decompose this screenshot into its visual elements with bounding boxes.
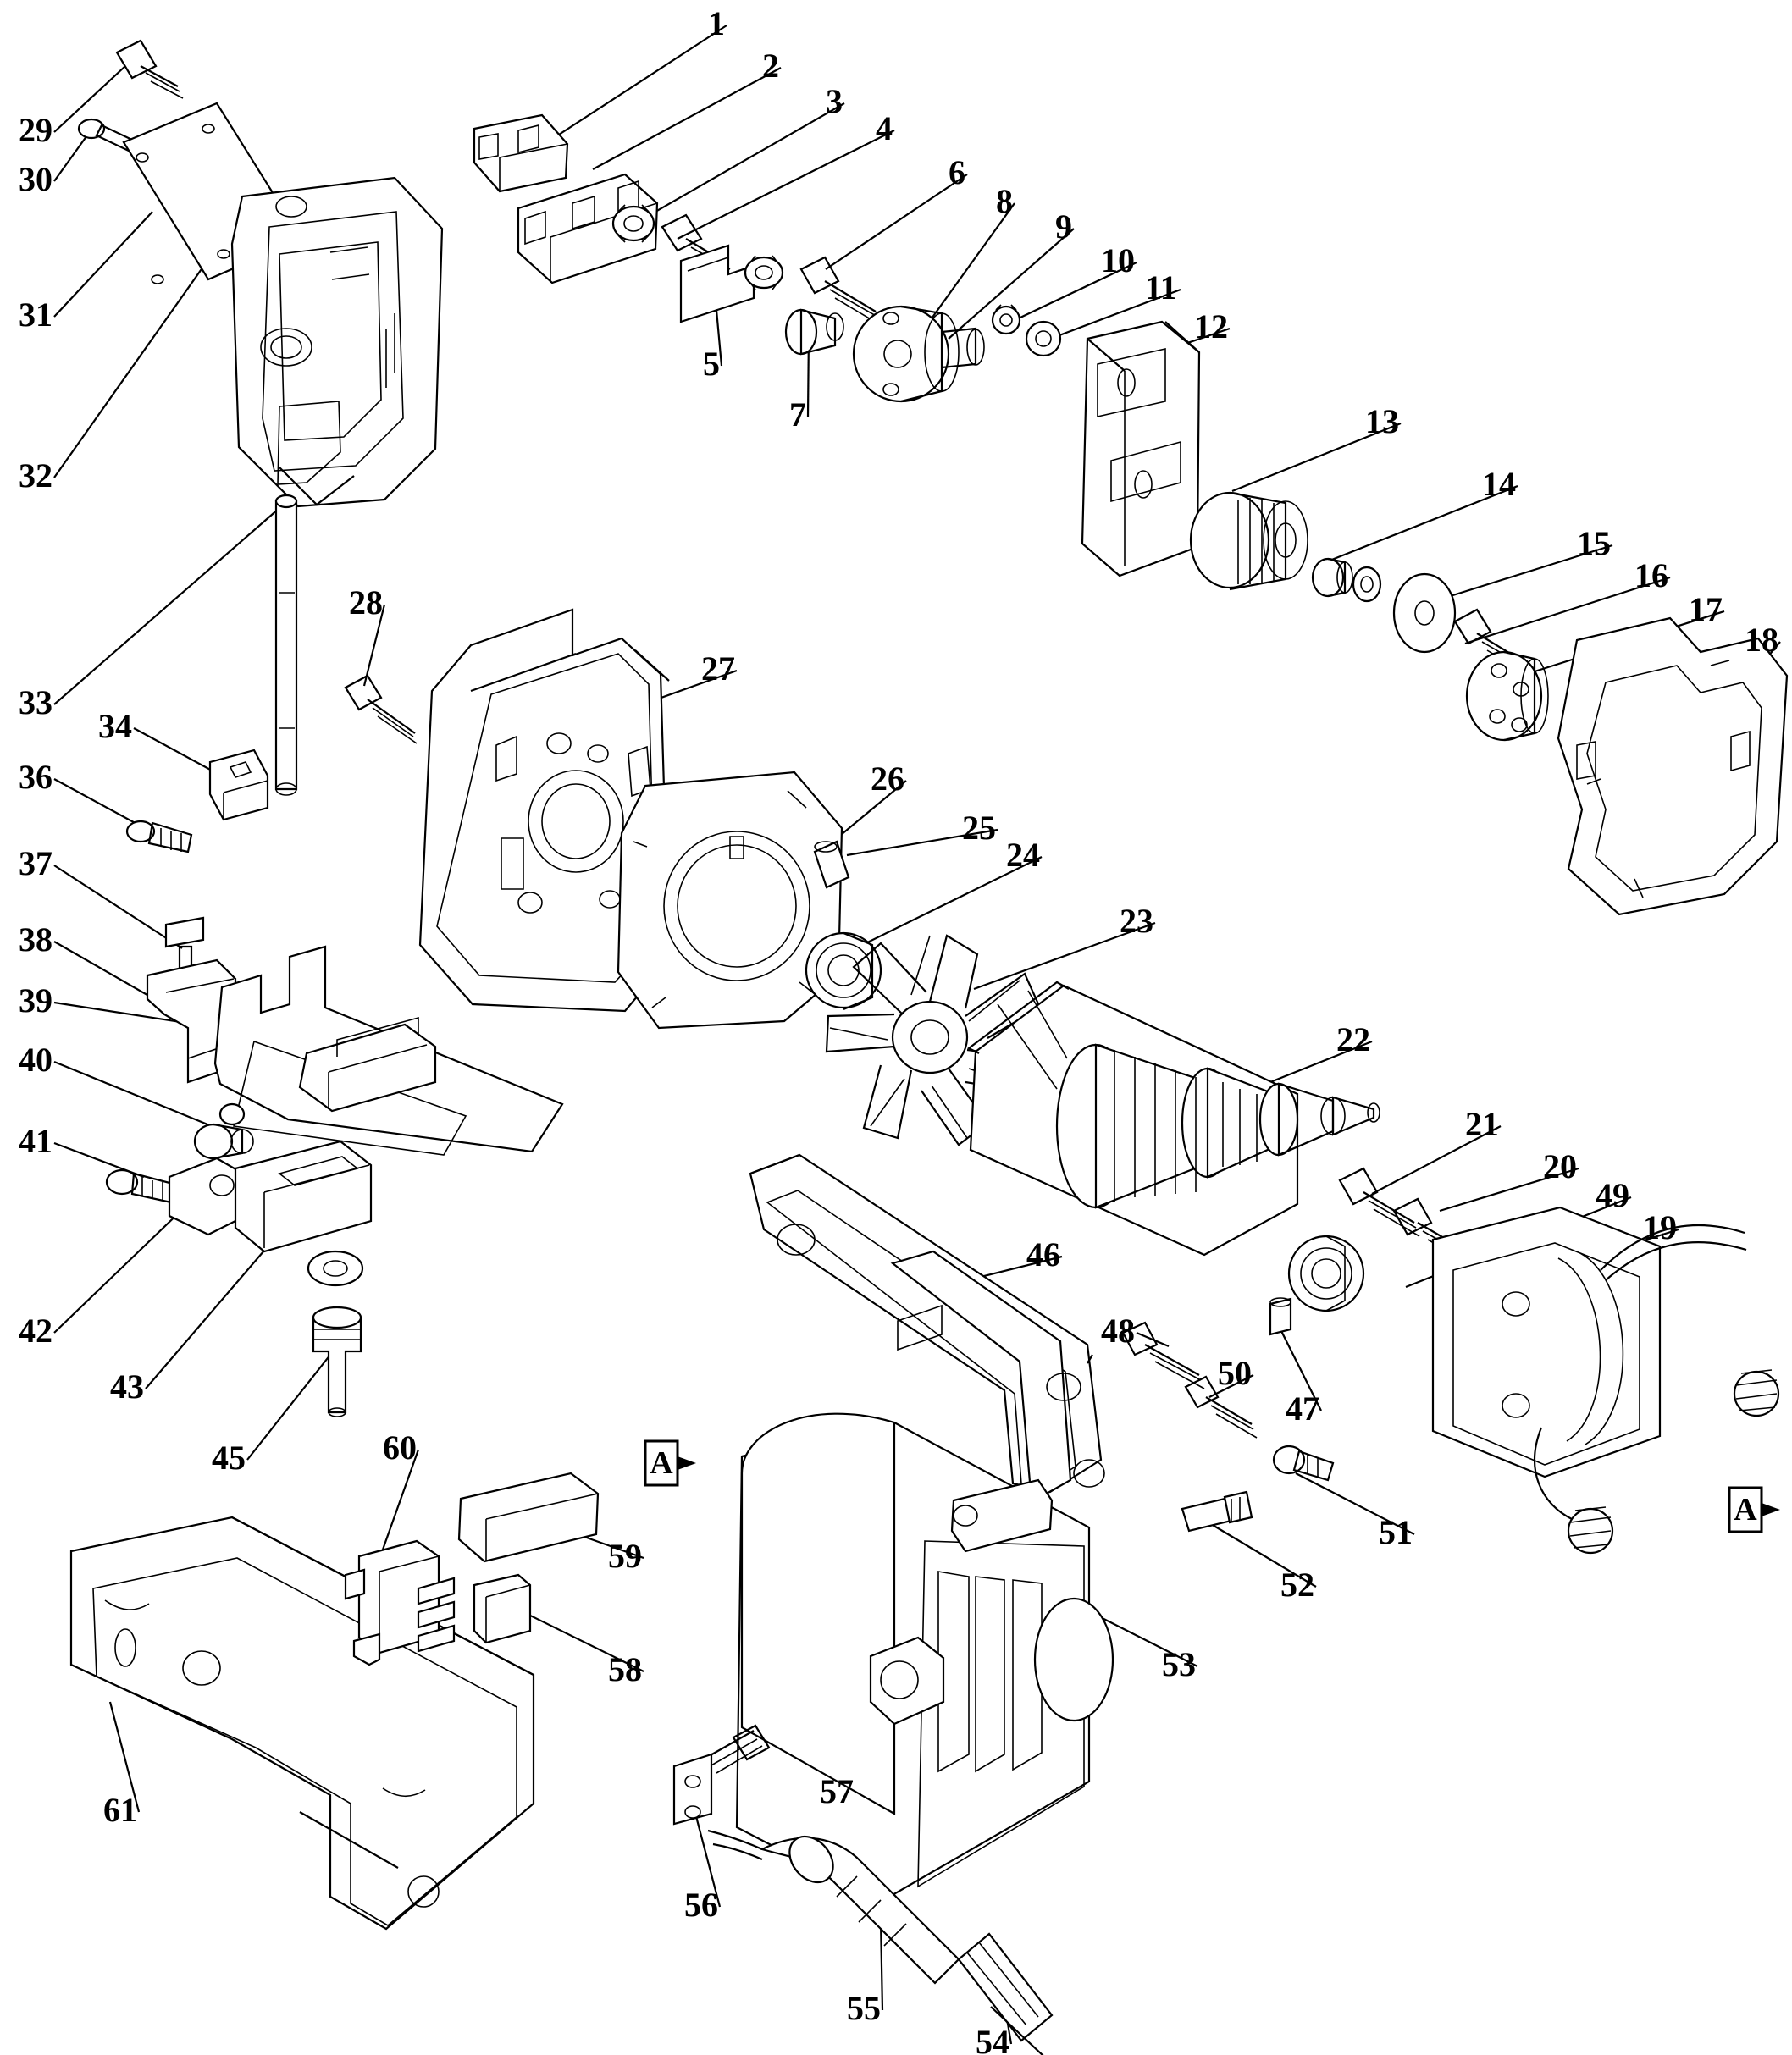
part-1-clamp-top [474,115,567,191]
leader-6 [826,174,967,269]
leader-3 [644,103,844,218]
callout-13: 13 [1365,402,1399,440]
callout-17: 17 [1689,590,1723,628]
part-56-clamp [674,1754,711,1824]
section-mark-a [644,1439,698,1494]
callout-57: 57 [820,1772,854,1810]
callout-39: 39 [19,981,53,1019]
callout-19: 19 [1643,1208,1677,1246]
part-5-bracket [681,246,754,322]
part-51-bolt [1274,1446,1333,1480]
callout-11: 11 [1145,268,1177,307]
part-6-washer [745,256,783,290]
callout-7: 7 [789,395,806,434]
callout-9: 9 [1055,207,1072,246]
part-47-key [1270,1298,1291,1334]
callout-48: 48 [1101,1312,1135,1350]
callout-16: 16 [1634,556,1668,594]
callout-3: 3 [826,82,843,120]
part-17-flange [1467,652,1548,740]
part-29-screw [117,41,183,98]
leader-45 [247,1355,330,1460]
callout-60: 60 [383,1428,417,1467]
part-24-bearing [806,933,881,1009]
part-19-field-coil [1433,1207,1778,1553]
callout-31: 31 [19,296,53,334]
part-40-pivot [195,1104,253,1158]
part-3-washer [613,205,654,242]
callout-28: 28 [349,583,383,621]
callout-5: 5 [703,345,720,383]
part-58-terminal [474,1575,530,1643]
callout-42: 42 [19,1312,53,1350]
section-mark-a [1728,1486,1782,1540]
callout-6: 6 [949,153,965,191]
callout-4: 4 [876,109,893,147]
callout-14: 14 [1482,465,1516,503]
leader-36 [54,779,140,826]
callout-45: 45 [212,1439,246,1477]
part-45-knob [313,1307,361,1417]
part-26-bearing-cover [618,772,842,1028]
callout-10: 10 [1101,241,1135,279]
leader-1 [542,25,727,146]
callout-1: 1 [708,4,725,42]
callout-53: 53 [1162,1645,1196,1683]
leader-55 [881,1922,882,2010]
callout-24: 24 [1006,836,1040,874]
callout-8: 8 [996,182,1013,220]
part-48-screw [1123,1323,1204,1389]
part-52-pin [1182,1492,1252,1531]
leader-4 [678,130,894,239]
part-41-screw [107,1170,173,1202]
callout-30: 30 [19,160,53,198]
leader-37 [54,865,182,948]
callout-32: 32 [19,456,53,494]
part-22-armature [969,982,1380,1255]
callout-56: 56 [684,1886,718,1924]
part-32-gear-housing [232,178,442,506]
part-15-washer-large [1394,574,1455,652]
part-33-shaft [276,495,296,795]
leader-31 [54,212,152,317]
part-42-lever-body [169,1141,371,1251]
callout-49: 49 [1596,1176,1629,1214]
callout-54: 54 [976,2023,1009,2055]
callout-22: 22 [1336,1020,1370,1058]
part-7-collar [786,310,843,354]
callout-43: 43 [110,1367,144,1406]
callout-15: 15 [1577,524,1611,562]
callout-38: 38 [19,920,53,958]
callout-18: 18 [1745,621,1778,659]
callout-47: 47 [1286,1389,1319,1428]
callout-58: 58 [608,1650,642,1688]
part-49-bearing [1289,1236,1363,1311]
callout-21: 21 [1465,1105,1499,1143]
part-59-capacitor [459,1473,598,1561]
callout-34: 34 [98,707,132,745]
callout-12: 12 [1194,307,1228,345]
part-60-switch [346,1541,454,1665]
callout-29: 29 [19,111,53,149]
part-28-screw [346,676,417,743]
part-21-screw [1340,1168,1419,1236]
callout-27: 27 [701,649,735,688]
part-13-pulley [1191,493,1308,589]
callout-52: 52 [1280,1566,1314,1604]
part-34-block [210,750,268,820]
callout-20: 20 [1543,1147,1577,1185]
callout-40: 40 [19,1041,53,1079]
callout-50: 50 [1218,1354,1252,1392]
part-14-washer [1313,559,1380,601]
part-61-handle-cover [71,1517,534,1929]
callout-25: 25 [962,809,996,847]
callout-26: 26 [871,760,904,798]
callout-23: 23 [1120,902,1153,940]
callout-41: 41 [19,1122,53,1160]
callout-59: 59 [608,1537,642,1575]
callout-46: 46 [1026,1235,1060,1273]
part-12-mount-plate [1082,322,1199,576]
part-18-gasket [1558,618,1787,914]
part-8-bolt [801,257,881,325]
part-9-drum-pulley [854,307,984,401]
callout-33: 33 [19,683,53,721]
leader-2 [593,68,781,169]
svg-text:A: A [1734,1492,1757,1527]
leader-33 [54,508,279,704]
callout-2: 2 [762,47,779,85]
part-10-washer [993,305,1020,334]
callout-37: 37 [19,844,53,882]
callout-55: 55 [847,1989,881,2027]
callout-51: 51 [1379,1513,1413,1551]
svg-text:A: A [650,1445,673,1481]
callout-61: 61 [103,1791,137,1829]
part-11-washer [1026,322,1060,356]
part-36-screw [127,821,191,852]
part-43-washer [308,1251,362,1285]
callout-36: 36 [19,758,53,796]
